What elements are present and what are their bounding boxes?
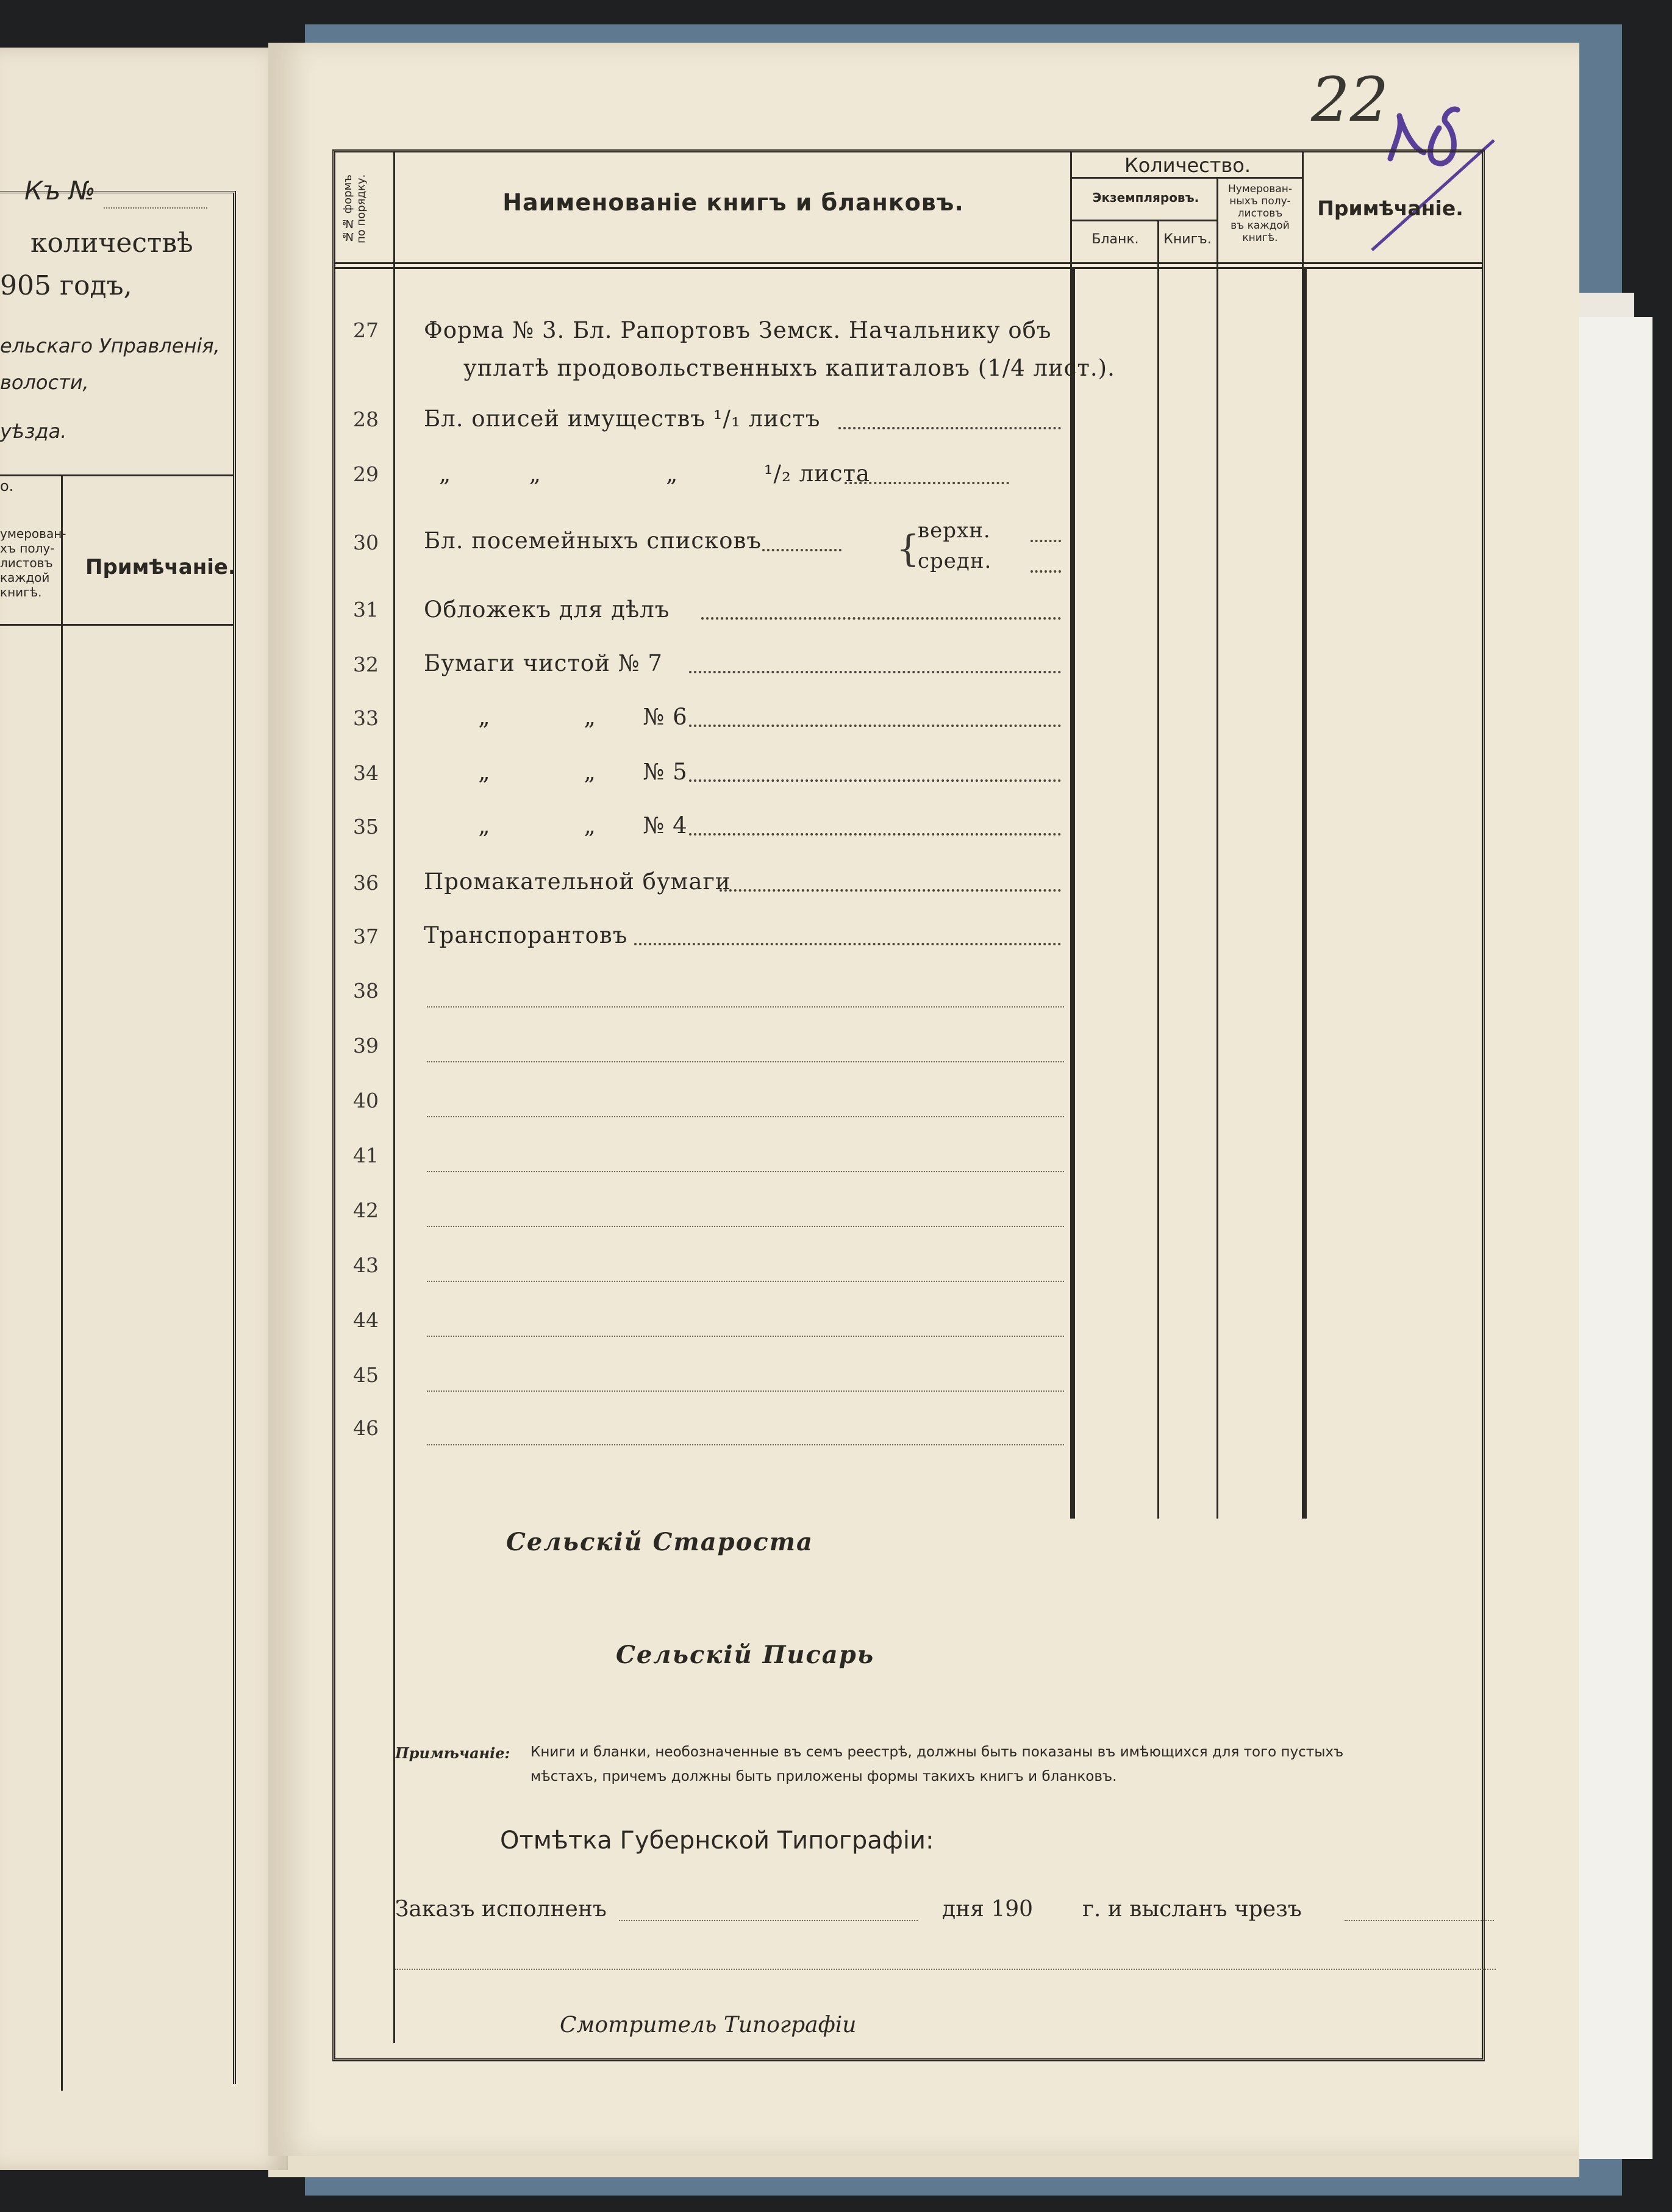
row-sub-middle: средн. bbox=[918, 549, 992, 573]
row-line-43 bbox=[427, 1281, 1064, 1282]
row-leader-33 bbox=[689, 725, 1061, 727]
row-line-46 bbox=[427, 1444, 1064, 1445]
row-text-37: Транспорантовъ bbox=[424, 922, 628, 948]
row-number-28: 28 bbox=[353, 407, 379, 431]
blank-column-rule bbox=[1157, 220, 1159, 1519]
row-number-43: 43 bbox=[353, 1253, 379, 1277]
numbered-column-rule-heavy bbox=[1304, 267, 1307, 1519]
row-text-27-cont: уплатѣ продовольственныхъ капиталовъ (1/4 лист.). bbox=[463, 355, 1115, 381]
ref-number-line bbox=[104, 207, 207, 209]
row-line-45 bbox=[427, 1391, 1064, 1392]
books-column-rule bbox=[1216, 177, 1218, 1519]
header-bottom-rule bbox=[335, 262, 1482, 264]
row-text-32: Бумаги чистой № 7 bbox=[424, 650, 663, 676]
row-number-46: 46 bbox=[353, 1416, 379, 1440]
row-number-39: 39 bbox=[353, 1034, 379, 1058]
row-leader-31 bbox=[701, 617, 1061, 620]
elder-signature-label: Сельскій Староста bbox=[506, 1528, 813, 1556]
row-sub-upper: верхн. bbox=[918, 518, 991, 543]
row-leader-30b bbox=[1031, 570, 1061, 573]
name-column-header: Наименованіе книгъ и бланковъ. bbox=[502, 189, 964, 216]
row-line-39 bbox=[427, 1061, 1064, 1062]
row-line-41 bbox=[427, 1171, 1064, 1172]
order-done-line bbox=[619, 1920, 918, 1921]
note-label: Примѣчаніе: bbox=[395, 1744, 510, 1762]
row-number-27: 27 bbox=[353, 318, 379, 342]
row-number-36: 36 bbox=[353, 871, 379, 895]
row-number-44: 44 bbox=[353, 1308, 379, 1332]
row-leader-30 bbox=[762, 549, 841, 551]
books-header: Книгъ. bbox=[1163, 232, 1212, 247]
left-line-2: 905 годъ, bbox=[0, 270, 132, 301]
day-year-label: дня 190 bbox=[942, 1897, 1034, 1922]
copies-rule bbox=[1072, 220, 1218, 221]
left-line-3: ельскаго Управленія, bbox=[0, 334, 220, 357]
header-bottom-rule-2 bbox=[335, 267, 1482, 269]
row-text-30: Бл. посемейныхъ списковъ bbox=[424, 528, 762, 554]
sent-via-label: г. и высланъ чрезъ bbox=[1082, 1897, 1302, 1922]
row-number-31: 31 bbox=[353, 598, 379, 621]
row-text-33: „ „ № 6 bbox=[424, 704, 688, 730]
left-line-4: волости, bbox=[0, 371, 89, 394]
row-leader-37 bbox=[634, 943, 1061, 945]
printing-title: Отмѣтка Губернской Типографіи: bbox=[500, 1827, 934, 1855]
quantity-header: Количество. bbox=[1124, 154, 1251, 177]
row-text-28: Бл. описей имуществъ ¹/₁ листъ bbox=[424, 406, 821, 432]
row-number-30: 30 bbox=[353, 531, 379, 554]
row-text-27: Форма № 3. Бл. Рапортовъ Земск. Начальнику объ bbox=[424, 317, 1052, 343]
note-line-2: мѣстахъ, причемъ должны быть приложены формы такихъ книгъ и бланковъ. bbox=[531, 1769, 1117, 1784]
left-header-bottom-rule bbox=[0, 624, 233, 626]
row-text-29: „ „ „ ¹/₂ листа bbox=[439, 460, 870, 487]
row-number-32: 32 bbox=[353, 653, 379, 676]
copies-header: Экземпляровъ. bbox=[1092, 190, 1199, 205]
row-text-35: „ „ № 4 bbox=[424, 812, 688, 839]
left-col-fragment: о. bbox=[0, 478, 14, 495]
row-text-34: „ „ № 5 bbox=[424, 759, 688, 785]
num-column-header: №№ формъ по порядку. bbox=[341, 174, 368, 243]
row-number-35: 35 bbox=[353, 815, 379, 839]
left-header-rule bbox=[0, 474, 233, 476]
page-number: 22 bbox=[1311, 64, 1389, 135]
name-column-rule-heavy bbox=[1072, 267, 1075, 1519]
order-done-label: Заказъ исполненъ bbox=[395, 1897, 607, 1922]
row-number-41: 41 bbox=[353, 1144, 379, 1167]
left-numbered-fragment: умерован- хъ полу- листовъ каждой книгѣ. bbox=[0, 526, 66, 600]
left-line-5: уѣзда. bbox=[0, 420, 67, 443]
row-line-44 bbox=[427, 1336, 1064, 1337]
printing-second-line bbox=[395, 1969, 1496, 1970]
left-remark-header: Примѣчаніе. bbox=[85, 555, 236, 579]
row-leader-28 bbox=[838, 427, 1061, 429]
quantity-rule bbox=[1072, 177, 1302, 179]
row-number-37: 37 bbox=[353, 925, 379, 948]
ref-number-label: Къ № bbox=[24, 176, 96, 206]
row-number-40: 40 bbox=[353, 1089, 379, 1112]
row-leader-36 bbox=[720, 889, 1061, 892]
row-number-42: 42 bbox=[353, 1198, 379, 1222]
row-number-29: 29 bbox=[353, 462, 379, 486]
row-leader-35 bbox=[689, 833, 1061, 836]
supervisor-label: Смотритель Типографіи bbox=[560, 2013, 857, 2038]
row-leader-32 bbox=[689, 671, 1061, 673]
row-text-36: Промакательной бумаги bbox=[424, 868, 731, 895]
numbered-header: Нумерован- ныхъ полу- листовъ въ каждой книгѣ. bbox=[1227, 183, 1292, 244]
row-leader-29 bbox=[845, 482, 1009, 484]
row-number-34: 34 bbox=[353, 761, 379, 785]
row-leader-30a bbox=[1031, 540, 1061, 542]
row-line-42 bbox=[427, 1226, 1064, 1227]
clerk-signature-label: Сельскій Писарь bbox=[616, 1641, 875, 1669]
left-column-rule bbox=[61, 474, 63, 2091]
remark-header: Примѣчаніе. bbox=[1317, 196, 1463, 220]
note-line-1: Книги и бланки, необозначенные въ семъ реестрѣ, должны быть показаны въ имѣющихся для того пустыхъ bbox=[531, 1744, 1344, 1760]
row-number-33: 33 bbox=[353, 706, 379, 730]
row-line-38 bbox=[427, 1006, 1064, 1008]
sent-via-line bbox=[1345, 1920, 1494, 1921]
row-number-45: 45 bbox=[353, 1363, 379, 1387]
row-leader-34 bbox=[689, 779, 1061, 782]
row-line-40 bbox=[427, 1116, 1064, 1117]
left-line-1: количествѣ bbox=[30, 227, 193, 259]
blank-header: Бланк. bbox=[1091, 232, 1139, 247]
brace-icon: { bbox=[896, 528, 921, 570]
row-number-38: 38 bbox=[353, 979, 379, 1003]
left-page bbox=[0, 48, 288, 2170]
row-text-31: Обложекъ для дѣлъ bbox=[424, 596, 670, 623]
